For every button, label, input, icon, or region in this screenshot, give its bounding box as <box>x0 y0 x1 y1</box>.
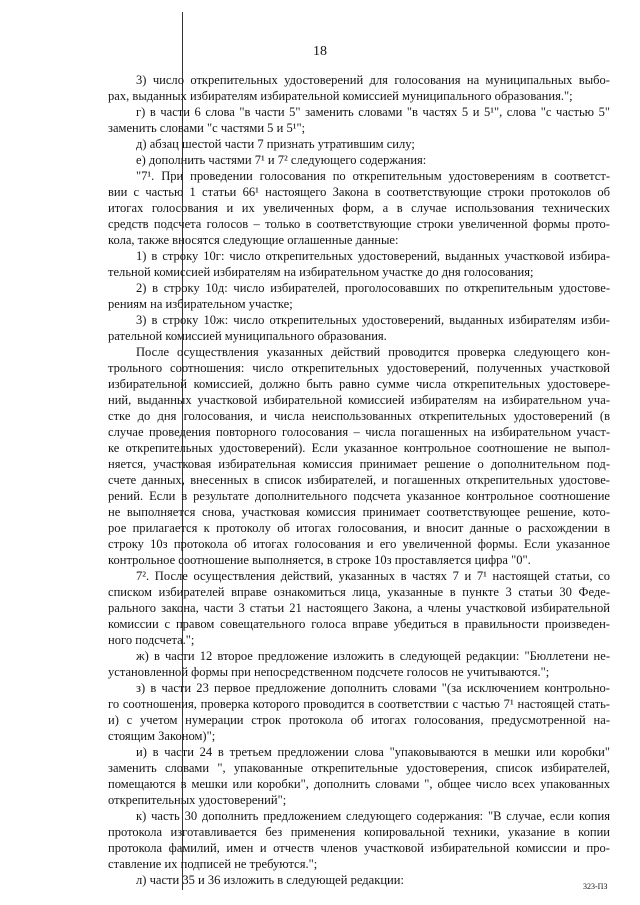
text-line: кола, также вносятся следующие оглашенные данные: <box>108 233 399 247</box>
text-line: е) дополнить частями 7¹ и 7² следующего содержания: <box>136 153 427 167</box>
text-line: трольного соотношения: число открепительных удостоверений, полученных участковой <box>108 361 610 375</box>
text-line: вии с частью 1 статьи 66¹ настоящего Закона в соответствующие строки протоколов об <box>108 185 610 199</box>
document-code: 323-ПЗ <box>583 882 608 891</box>
text-line: протокола фамилий, имен и отчеств членов участковой избирательной комиссии и про- <box>108 841 610 855</box>
text-line: не выполняется снова, участковая комиссия принимает соответствующее решение, кото- <box>108 505 610 519</box>
text-line: л) части 35 и 36 изложить в следующей редакции: <box>136 873 404 887</box>
text-line: "7¹. При проведении голосования по открепительным удостоверениям в соответст- <box>136 169 610 183</box>
text-line: рений. Если в результате дополнительного подсчета указанное контрольное соотношение <box>108 489 610 503</box>
text-line: рального закона, части 3 статьи 21 настоящего Закона, а члены участковой избирательной <box>108 601 610 615</box>
text-line: и) с учетом нумерации строк протокола об итогах голосования, предусмотренной на- <box>108 713 610 727</box>
text-line: помещаются в мешки или коробки", дополнить словами ", общее число всех упакованных <box>108 777 610 791</box>
text-line: стоящим Законом)"; <box>108 729 216 743</box>
text-line: строку 10з протокола об итогах голосования и его увеличенной формы. Если указанное <box>108 537 610 551</box>
text-line: счете данных, внесенных в список избирателей, и погашенных открепительных удостове- <box>108 473 610 487</box>
text-line: заменить словами "с частями 5 и 5¹"; <box>108 121 306 135</box>
text-line: к) часть 30 дополнить предложением следующего содержания: "В случае, если копия <box>136 809 610 823</box>
text-line: случае проведения повторного голосования – числа погашенных на избирательном участ- <box>108 425 610 439</box>
text-line: ке открепительных удостоверений). Если указанное контрольное соотношение не выпол- <box>108 441 610 455</box>
text-line: го соотношения, проверка которого проводится в соответствии с частью 7¹ настоящей стать- <box>108 697 610 711</box>
text-line: г) в части 6 слова "в части 5" заменить словами "в частях 5 и 5¹", слова "с частью 5" <box>136 105 610 119</box>
text-line: ного подсчета."; <box>108 633 195 647</box>
page-number: 18 <box>313 44 327 59</box>
text-line: няется, участковая избирательная комиссия принимает решение о дополнительном под- <box>108 457 610 471</box>
text-line: 2) в строку 10д: число избирателей, проголосовавших по открепительным удостове- <box>136 281 610 295</box>
text-line: ний, выданных участковой избирательной комиссией избирателям на избирательном уча- <box>108 393 610 407</box>
text-line: стке до дня голосования, и числа неиспользованных открепительных удостоверений (в <box>108 409 610 423</box>
text-line: 7². После осуществления действий, указанных в частях 7 и 7¹ настоящей статьи, со <box>136 569 610 583</box>
text-line: протокола изготавливается без применения копировальной техники, указание в копии <box>108 825 610 839</box>
text-line: заменить словами ", упакованные открепительные удостоверения, список избирателей, <box>108 761 610 775</box>
text-line: После осуществления указанных действий проводится проверка следующего кон- <box>136 345 610 359</box>
text-line: открепительных удостоверений"; <box>108 793 287 807</box>
document-body <box>108 72 610 888</box>
text-line: 3) в строку 10ж: число открепительных удостоверений, выданных избирателям изби- <box>136 313 610 327</box>
text-line: итогах голосования и их увеличенных форм, а в случае использования технических <box>108 201 610 215</box>
text-line: списком избирателей вправе ознакомиться лица, указанные в пункте 3 статьи 30 Феде- <box>108 585 610 599</box>
text-line: ставление их подписей не требуются."; <box>108 857 318 871</box>
text-line: контрольное соотношение выполняется, в строке 10з проставляется цифра "0". <box>108 553 531 567</box>
text-line: и) в части 24 в третьем предложении слова "упаковываются в мешки или коробки" <box>136 745 610 759</box>
text-line: рое прилагается к протоколу об итогах голосования, и вносит данные о расхождении в <box>108 521 610 535</box>
text-line: з) в части 23 первое предложение дополнить словами "(за исключением контрольно- <box>136 681 610 695</box>
text-line: рах, выданных избирателям избирательной комиссией муниципального образования."; <box>108 89 573 103</box>
text-line: ж) в части 12 второе предложение изложить в следующей редакции: "Бюллетени не- <box>136 649 610 663</box>
text-line: рениям на избирательном участке; <box>108 297 293 311</box>
text-line: комиссии с правом совещательного голоса вправе убедиться в правильности произведен- <box>108 617 610 631</box>
text-line: избирательной комиссией, должно быть равно сумме числа открепительных удостовере- <box>108 377 610 391</box>
text-line: установленной формы при непосредственном подсчете голосов не учитываются."; <box>108 665 550 679</box>
text-line: 3) число открепительных удостоверений для голосования на муниципальных выбо- <box>136 73 610 87</box>
text-line: 1) в строку 10г: число открепительных удостоверений, выданных участковой избира- <box>136 249 610 263</box>
text-line: д) абзац шестой части 7 признать утратившим силу; <box>136 137 415 151</box>
text-line: средств подсчета голосов – только в соответствующие строки увеличенной формы прото- <box>108 217 610 231</box>
text-line: тельной комиссией избирателям на избирательном участке до дня голосования; <box>108 265 534 279</box>
text-line: рательной комиссией муниципального образования. <box>108 329 387 343</box>
